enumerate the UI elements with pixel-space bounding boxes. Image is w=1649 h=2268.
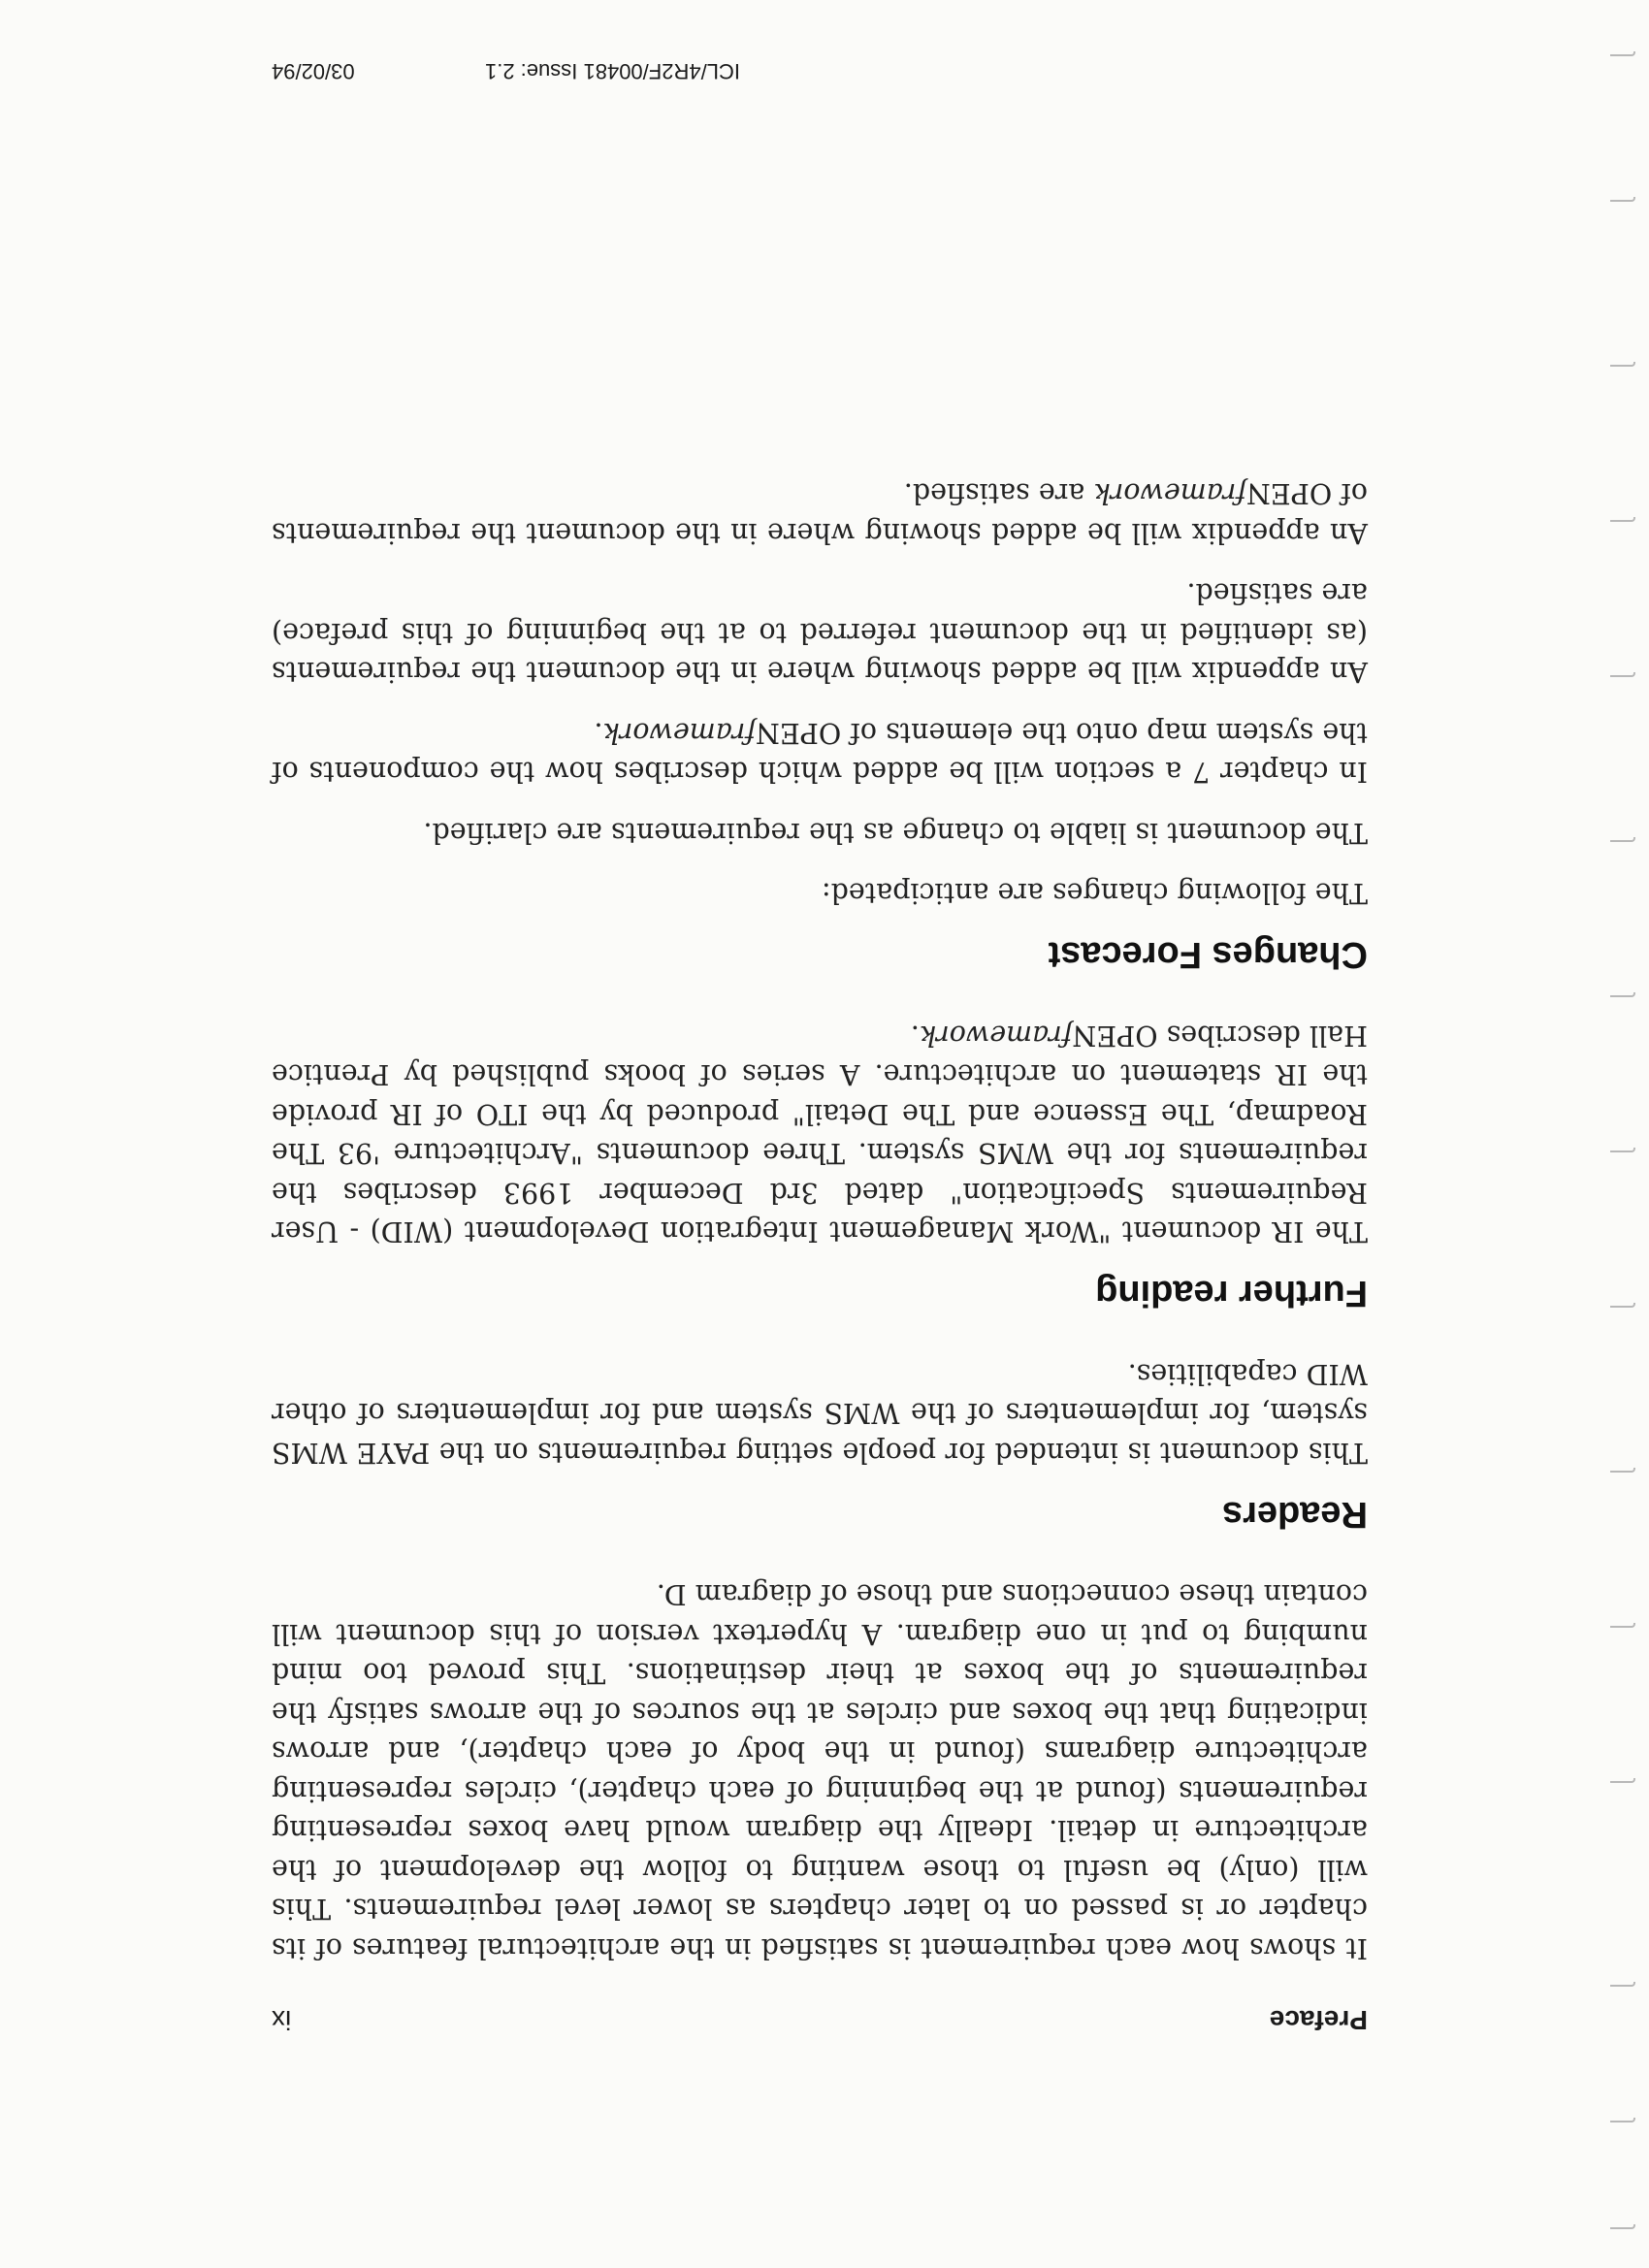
- change-item-text: In chapter 7 a section will be added which describes how the components of the system map onto the elements of: [272, 717, 1368, 789]
- change-item: [272, 573, 1368, 692]
- change-item-tail: are satisfied.: [903, 477, 1094, 510]
- open-framework-name: [1093, 478, 1332, 510]
- change-item-tail: .: [594, 717, 603, 749]
- document-reference: ICL/4R2F/00481 Issue: 2.1: [485, 59, 740, 83]
- page-number: ix: [272, 2005, 292, 2035]
- page-content: [272, 0, 1368, 2268]
- binder-punch-mark: [1610, 1303, 1635, 1308]
- chapter-title: Preface: [1269, 2005, 1368, 2035]
- binder-punch-mark: [1610, 197, 1635, 202]
- binder-punch-mark: [1610, 517, 1635, 522]
- footer-date: 03/02/94: [272, 59, 355, 83]
- further-reading-heading: Further reading: [1095, 1273, 1368, 1314]
- binder-punch-mark: [1610, 1148, 1635, 1152]
- change-item: [272, 713, 1368, 792]
- open-framework-name: [602, 717, 841, 749]
- binder-punch-mark: [1610, 2118, 1635, 2122]
- framework-suffix: framework: [919, 1020, 1073, 1052]
- running-header: [272, 1996, 1368, 2035]
- readers-heading: Readers: [1222, 1494, 1368, 1535]
- change-item-text: An appendix will be added showing where in the document the requirements (as identified in the document referred to at the beginning of this preface) are satisfied.: [272, 577, 1368, 689]
- page-footer: [272, 54, 1368, 83]
- changes-forecast-heading: Changes Forecast: [1048, 934, 1368, 976]
- open-prefix: OPEN: [1072, 1020, 1158, 1052]
- binder-punch-mark: [1610, 2224, 1635, 2229]
- binder-punch-mark: [1610, 362, 1635, 367]
- binder-punch-mark: [1610, 51, 1635, 56]
- binder-punch-mark: [1610, 1982, 1635, 1987]
- open-prefix: OPEN: [755, 717, 842, 749]
- open-prefix: OPEN: [1245, 477, 1333, 510]
- change-item-text: An appendix will be added showing where in the document the requirements of: [272, 477, 1368, 549]
- change-item: [272, 813, 1368, 853]
- binder-punch-mark: [1610, 1778, 1635, 1783]
- change-item-text: The document is liable to change as the requirements are clarified.: [423, 817, 1368, 849]
- further-reading-tail: .: [910, 1020, 920, 1052]
- further-reading-paragraph: [272, 1016, 1368, 1251]
- framework-suffix: framework: [1093, 477, 1246, 510]
- binder-punch-mark: [1610, 1468, 1635, 1473]
- change-item: [272, 473, 1368, 552]
- changes-intro: The following changes are anticipated:: [822, 877, 1368, 910]
- body-text: [272, 473, 1368, 1967]
- binder-punch-mark: [1610, 672, 1635, 677]
- framework-suffix: framework: [602, 717, 756, 749]
- binder-punch-mark: [1610, 837, 1635, 842]
- binder-punch-mark: [1610, 992, 1635, 997]
- further-reading-text: The IR document "Work Management Integration Development (WID) - User Requirements Specification" dated 3rd December 1993 describes the requirements for the WMS system. Three documents "Architecture '93 The Roadmap, The Essence and The Detail" produced by the ITO of IR provide the IR statement on architecture. A series of books published by Prentice Hall describes: [272, 1020, 1368, 1248]
- readers-paragraph: This document is intended for people setting requirements on the PAYE WMS system, for implementers of the WMS system and for implementers of other WID capabilities.: [272, 1358, 1368, 1469]
- open-framework-name: [920, 1020, 1158, 1052]
- binder-punch-mark: [1610, 1623, 1635, 1628]
- intro-paragraph: It shows how each requirement is satisfied in the architectural features of its chapter or is passed on to later chapters as lower level requirements. This will (only) be useful to those wanting to follow the development of the architecture in detail. Ideally the diagram would have boxes representing requirements (found at the beginning of each chapter), circles representing architecture diagrams (found in the body of each chapter), and arrows indicating that the boxes and circles at the sources of the arrows satisfy the requirements of the boxes at their destinations. This proved too mind numbing to put in one diagram. A hypertext version of this document will contain these connections and those of diagram D.: [272, 1578, 1368, 1964]
